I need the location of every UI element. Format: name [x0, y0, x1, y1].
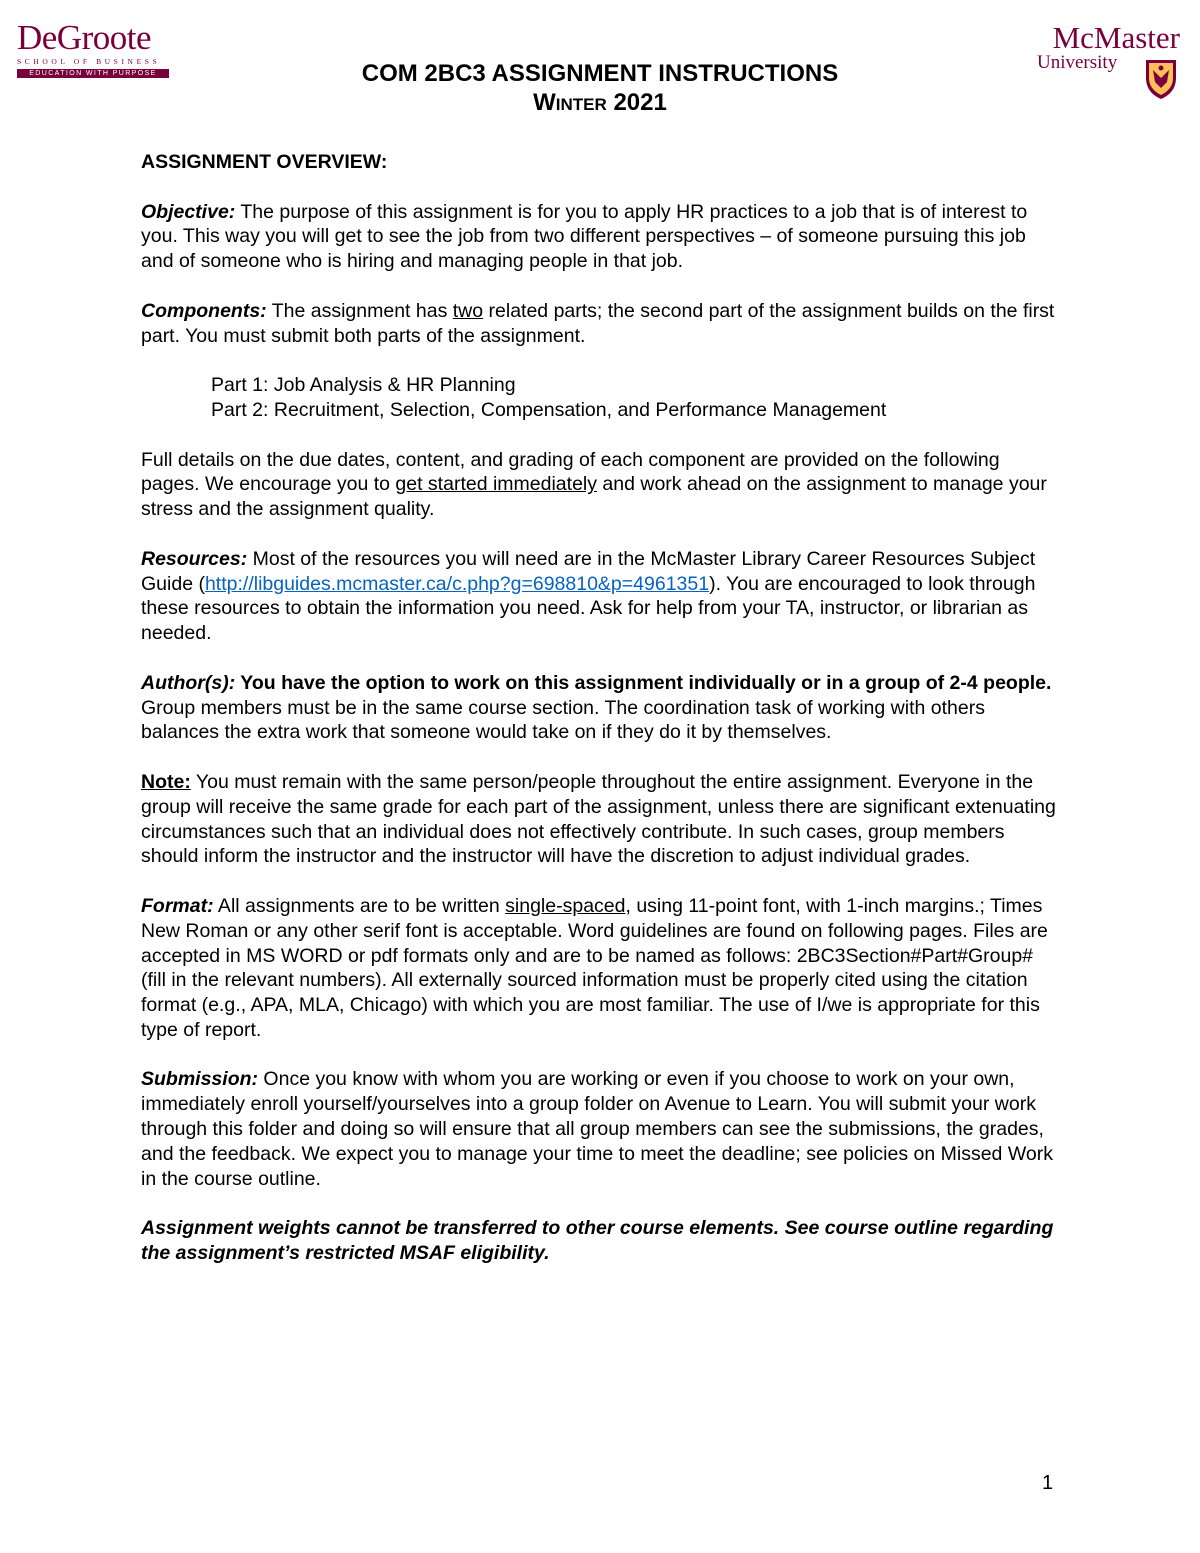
resources-label: Resources: [141, 547, 248, 570]
components-label: Components: [141, 299, 267, 322]
details-underline: get started immediately [395, 473, 597, 496]
authors-paragraph [141, 671, 1061, 745]
objective-text: The purpose of this assignment is for you to apply HR practices to a job that is of interest to you. This way you will get to see the job from two different perspectives – of someone pursuing this job and of someone who is hiring and managing people in that job. [141, 200, 1028, 273]
part-1: Part 1: Job Analysis & HR Planning [211, 374, 516, 397]
format-paragraph [141, 894, 1061, 1043]
components-text-pre: The assignment has [266, 299, 453, 322]
authors-label: Author(s): [141, 671, 236, 694]
components-paragraph [141, 299, 1061, 349]
resources-text-post: ). You are encouraged to look through these resources to obtain the information you need. Ask for help from your TA, instructor, or librarian as needed. [141, 572, 1036, 645]
note-paragraph [141, 770, 1061, 869]
submission-label: Submission: [141, 1068, 259, 1091]
format-label: Format: [141, 894, 214, 917]
note-label: Note: [141, 770, 191, 793]
part-2: Part 2: Recruitment, Selection, Compensation, and Performance Management [211, 398, 887, 421]
degroote-logo-brand: DeGroote [17, 18, 152, 57]
authors-text: Group members must be in the same course section. The coordination task of working with others balances the extra work that someone would take on if they do it by themselves. [141, 696, 985, 744]
details-paragraph [141, 448, 1061, 522]
overview-heading: ASSIGNMENT OVERVIEW: [141, 151, 388, 173]
components-underline: two [452, 299, 484, 322]
format-text-pre: All assignments are to be written [213, 894, 506, 917]
resources-text-pre: Most of the resources you will need are in the McMaster Library Career Resources Subject Guide ( [141, 547, 1036, 595]
authors-bold-text: You have the option to work on this assignment individually or in a group of 2-4 people. [235, 671, 1052, 694]
page-number: 1 [1042, 1472, 1054, 1494]
degroote-logo-school: SCHOOL OF BUSINESS [17, 57, 161, 66]
page-title: COM 2BC3 ASSIGNMENT INSTRUCTIONS [361, 60, 839, 87]
submission-text: Once you know with whom you are working or even if you choose to work on your own, immediately enroll yourself/yourselves into a group folder on Avenue to Learn. You will submit your work through this folder and doing so will ensure that all group members can see the submissions, the grades, and the feedback. We expect you to manage your time to meet the deadline; see policies on Missed Work in the course outline. [141, 1068, 1053, 1190]
details-text-post: and work ahead on the assignment to manage your stress and the assignment quality. [141, 473, 1047, 521]
weights-note: Assignment weights cannot be transferred to other course elements. See course outline regarding the assignment’s restricted MSAF eligibility. [141, 1217, 1054, 1265]
parts-list [141, 373, 1061, 423]
objective-label: Objective: [141, 200, 236, 223]
mcmaster-logo-university: University [1037, 52, 1118, 73]
resources-paragraph [141, 547, 1061, 646]
details-text-pre: Full details on the due dates, content, and grading of each component are provided on the following pages. We encourage you to [141, 448, 1000, 496]
note-text: You must remain with the same person/people throughout the entire assignment. Everyone in the group will receive the same grade for each part of the assignment, unless there are significant extenuating circumstances such that an individual does not effectively contribute. In such cases, group members should inform the instructor and the instructor will have the discretion to adjust individual grades. [141, 770, 1056, 868]
degroote-logo-tagline: EDUCATION WITH PURPOSE [17, 69, 169, 78]
document-body [141, 150, 1061, 1291]
resources-link[interactable]: http://libguides.mcmaster.ca/c.php?g=698810&p=4961351 [204, 572, 710, 595]
format-text-post: , using 11-point font, with 1-inch margins.; Times New Roman or any other serif font is acceptable. Word guidelines are found on following pages. Files are accepted in MS WORD or pdf formats only and are to be named as follows: 2BC3Section#Part#Group# (fill in the relevant numbers). All externally sourced information must be properly cited using the citation format (e.g., APA, MLA, Chicago) with which you are most familiar. The use of I/we is appropriate for this type of report. [141, 894, 1048, 1041]
submission-paragraph [141, 1067, 1061, 1191]
objective-paragraph [141, 200, 1061, 274]
page-subtitle: Winter 2021 [533, 89, 667, 116]
format-underline: single-spaced [505, 894, 626, 917]
mcmaster-logo-brand: McMaster [1052, 20, 1180, 55]
components-text-post: related parts; the second part of the assignment builds on the first part. You must submit both parts of the assignment. [141, 299, 1055, 347]
